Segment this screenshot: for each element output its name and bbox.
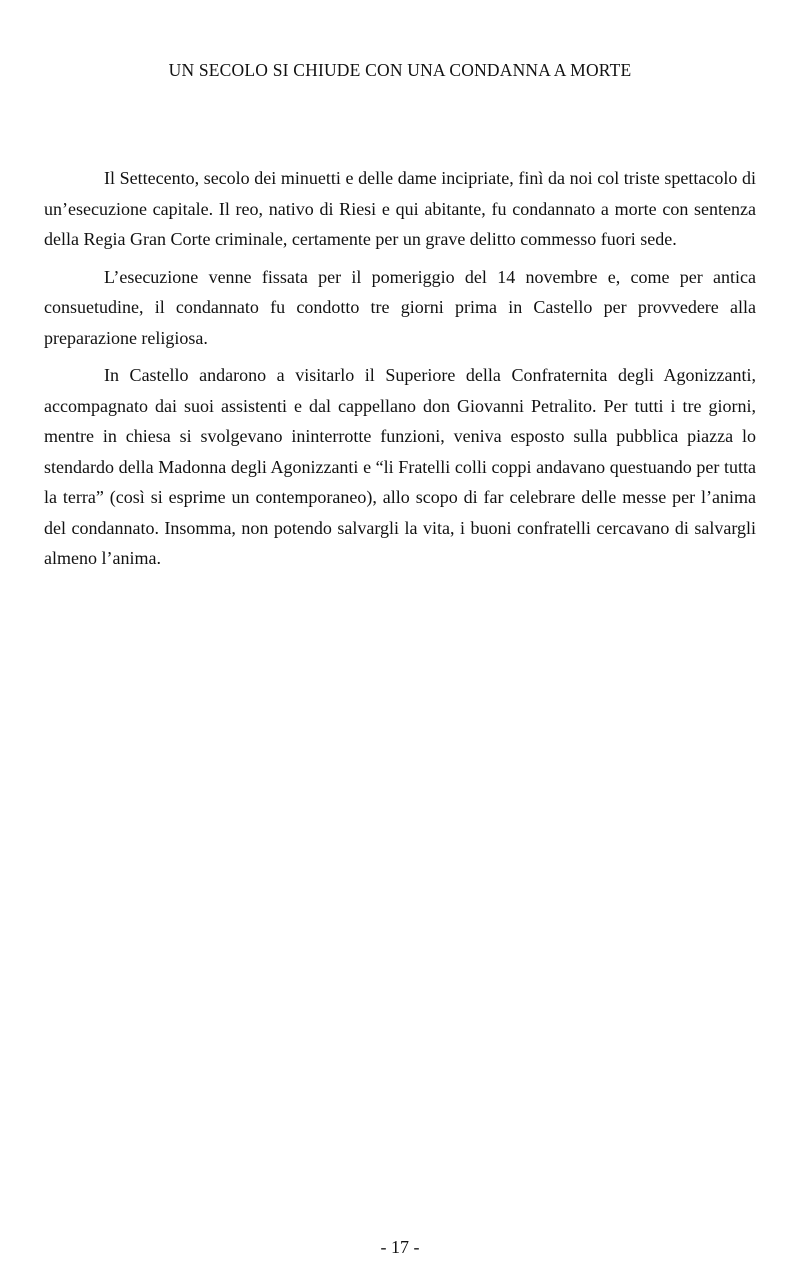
page-title: UN SECOLO SI CHIUDE CON UNA CONDANNA A MORTE bbox=[168, 60, 632, 80]
page-number: - 17 - bbox=[380, 1237, 420, 1257]
body-text bbox=[44, 163, 756, 581]
paragraph-2: L’esecuzione venne fissata per il pomeriggio del 14 novembre e, come per antica consuetudine, il condannato fu condotto tre giorni prima in Castello per provvedere alla preparazione religiosa. bbox=[44, 266, 756, 348]
paragraph-3: In Castello andarono a visitarlo il Superiore della Confraternita degli Agonizzanti, accompagnato dai suoi assistenti e dal cappellano don Giovanni Petralito. Per tutti i tre giorni, mentre in chiesa si svolgevano ininterrotte funzioni, veniva esposto sulla pubblica piazza lo stendardo della Madonna degli Agonizzanti e “li Fratelli colli coppi andavano questuando per tutta la terra” (così si esprime un contemporaneo), allo scopo di far celebrare delle messe per l’anima del condannato. Insomma, non potendo salvargli la vita, i buoni confratelli cercavano di salvargli almeno l’anima. bbox=[44, 365, 756, 568]
paragraph-1: Il Settecento, secolo dei minuetti e delle dame incipriate, finì da noi col triste spettacolo di un’esecuzione capitale. Il reo, nativo di Riesi e qui abitante, fu condannato a morte con sentenza della Regia Gran Corte criminale, certamente per un grave delitto commesso fuori sede. bbox=[44, 168, 756, 249]
